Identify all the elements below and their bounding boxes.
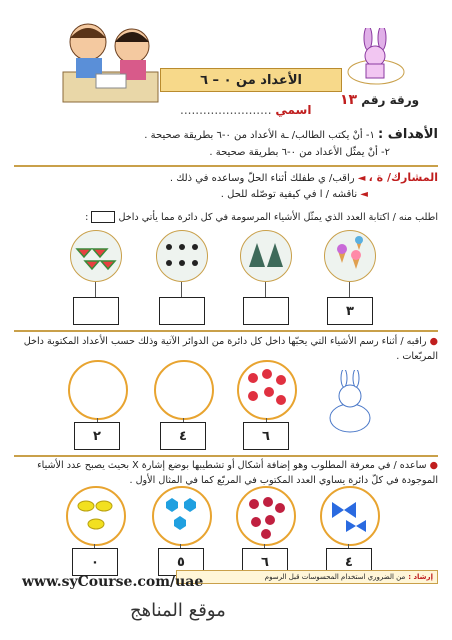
answer-box: ٠ <box>72 548 118 576</box>
goals-label: الأهداف : <box>378 127 438 142</box>
circle-trees <box>240 230 292 282</box>
participation-line-2: ناقشه / ا في كيفية توصّله للحل . <box>220 189 358 200</box>
hint-label: إرشاد : <box>408 573 433 581</box>
answer-box: ٤ <box>160 422 206 450</box>
bullet-icon: ● <box>429 336 438 347</box>
circle-ants <box>156 230 208 282</box>
section1-instruction: اطلب منه / اكتابة العدد الذي يمثّل الأشياء المرسومة في كل دائرة مما يأتي داخل : <box>85 212 438 223</box>
goals-section <box>18 126 438 161</box>
hint-bar <box>176 570 438 584</box>
section1-text: اطلب منه / اكتابة العدد الذي يمثّل الأشياء المرسومة في كل دائرة مما يأتي داخل <box>118 212 438 223</box>
divider <box>14 330 438 332</box>
divider <box>14 165 438 167</box>
website-url[interactable]: www.syCourse.com/uae <box>22 574 204 590</box>
circle-bow-ties[interactable] <box>320 486 380 546</box>
circle-hexagons[interactable] <box>152 486 212 546</box>
section2-instruction <box>14 334 438 364</box>
student-name-line[interactable] <box>180 103 311 117</box>
circle-pomegranates[interactable] <box>236 486 296 546</box>
circle-watermelon <box>70 230 122 282</box>
bunny-illustration <box>346 28 406 88</box>
answer-box[interactable] <box>243 297 289 325</box>
answer-box: ٢ <box>74 422 120 450</box>
section3-instruction <box>14 458 438 488</box>
goal-2: ٢- أنْ يمثّل الأعداد من ٠-٦ بطريقة صحيحة . <box>209 147 390 158</box>
name-dots: ........................ <box>180 103 272 117</box>
participant-label: المشارك/ ة ، <box>368 171 438 184</box>
stem <box>95 282 96 298</box>
sheet-number: ١٣ <box>340 92 358 108</box>
answer-box[interactable] <box>73 297 119 325</box>
kids-illustration <box>58 10 163 110</box>
name-label: اسمي <box>275 103 312 117</box>
circle-lemons[interactable] <box>66 486 126 546</box>
arrow-icon: ◄ <box>360 189 368 200</box>
section3-text: ساعده / في معرفة المطلوب وهو إضافة أشكال أو تشطيبها بوضع إشارة X بحيث يصبح عدد الأشياء الموجودة في كلّ دائرة يساوي العدد المكتوب في المربّع كما في المثال الأول . <box>37 460 438 486</box>
page-title <box>160 68 342 92</box>
answer-box[interactable]: ٣ <box>327 297 373 325</box>
answer-box[interactable] <box>159 297 205 325</box>
section2-text: راقبه / أثناء رسم الأشياء التي يحبّها داخل كل دائرة من الدوائر الآتية وذلك حسب الأعداد المكتوبة داخل المربّعات . <box>23 336 438 362</box>
stem <box>265 282 266 298</box>
goal-1: ١- أنْ يكتب الطالب/ ـة الأعداد من ٠-٦ بطريقة صحيحة . <box>144 130 375 141</box>
bullet-icon: ● <box>429 460 438 471</box>
participation-line-1: راقب/ ي طفلك أثناء الحلّ وساعده في ذلك . <box>169 173 355 184</box>
title-text: الأعداد من ٠ – ٦ <box>200 72 302 88</box>
hint-text: من الضروري استخدام المحسوسات قبل الرسوم <box>264 573 406 581</box>
rabbit-illustration <box>320 370 380 438</box>
sheet-number-badge <box>340 92 419 108</box>
circle-empty[interactable] <box>68 360 128 420</box>
participation-section <box>18 170 438 203</box>
answer-box: ٦ <box>242 548 288 576</box>
stem <box>181 282 182 298</box>
answer-box: ٤ <box>326 548 372 576</box>
sample-box <box>91 211 115 223</box>
site-name: موقع المناهج <box>130 600 226 621</box>
answer-box: ٥ <box>158 548 204 576</box>
circle-flowers <box>237 360 297 420</box>
answer-box: ٦ <box>243 422 289 450</box>
stem <box>349 282 350 298</box>
divider <box>14 455 438 457</box>
circle-empty[interactable] <box>154 360 214 420</box>
circle-ice-cream <box>324 230 376 282</box>
arrow-icon: ◄ <box>357 173 366 184</box>
sheet-label: ورقة رقم <box>361 93 420 107</box>
